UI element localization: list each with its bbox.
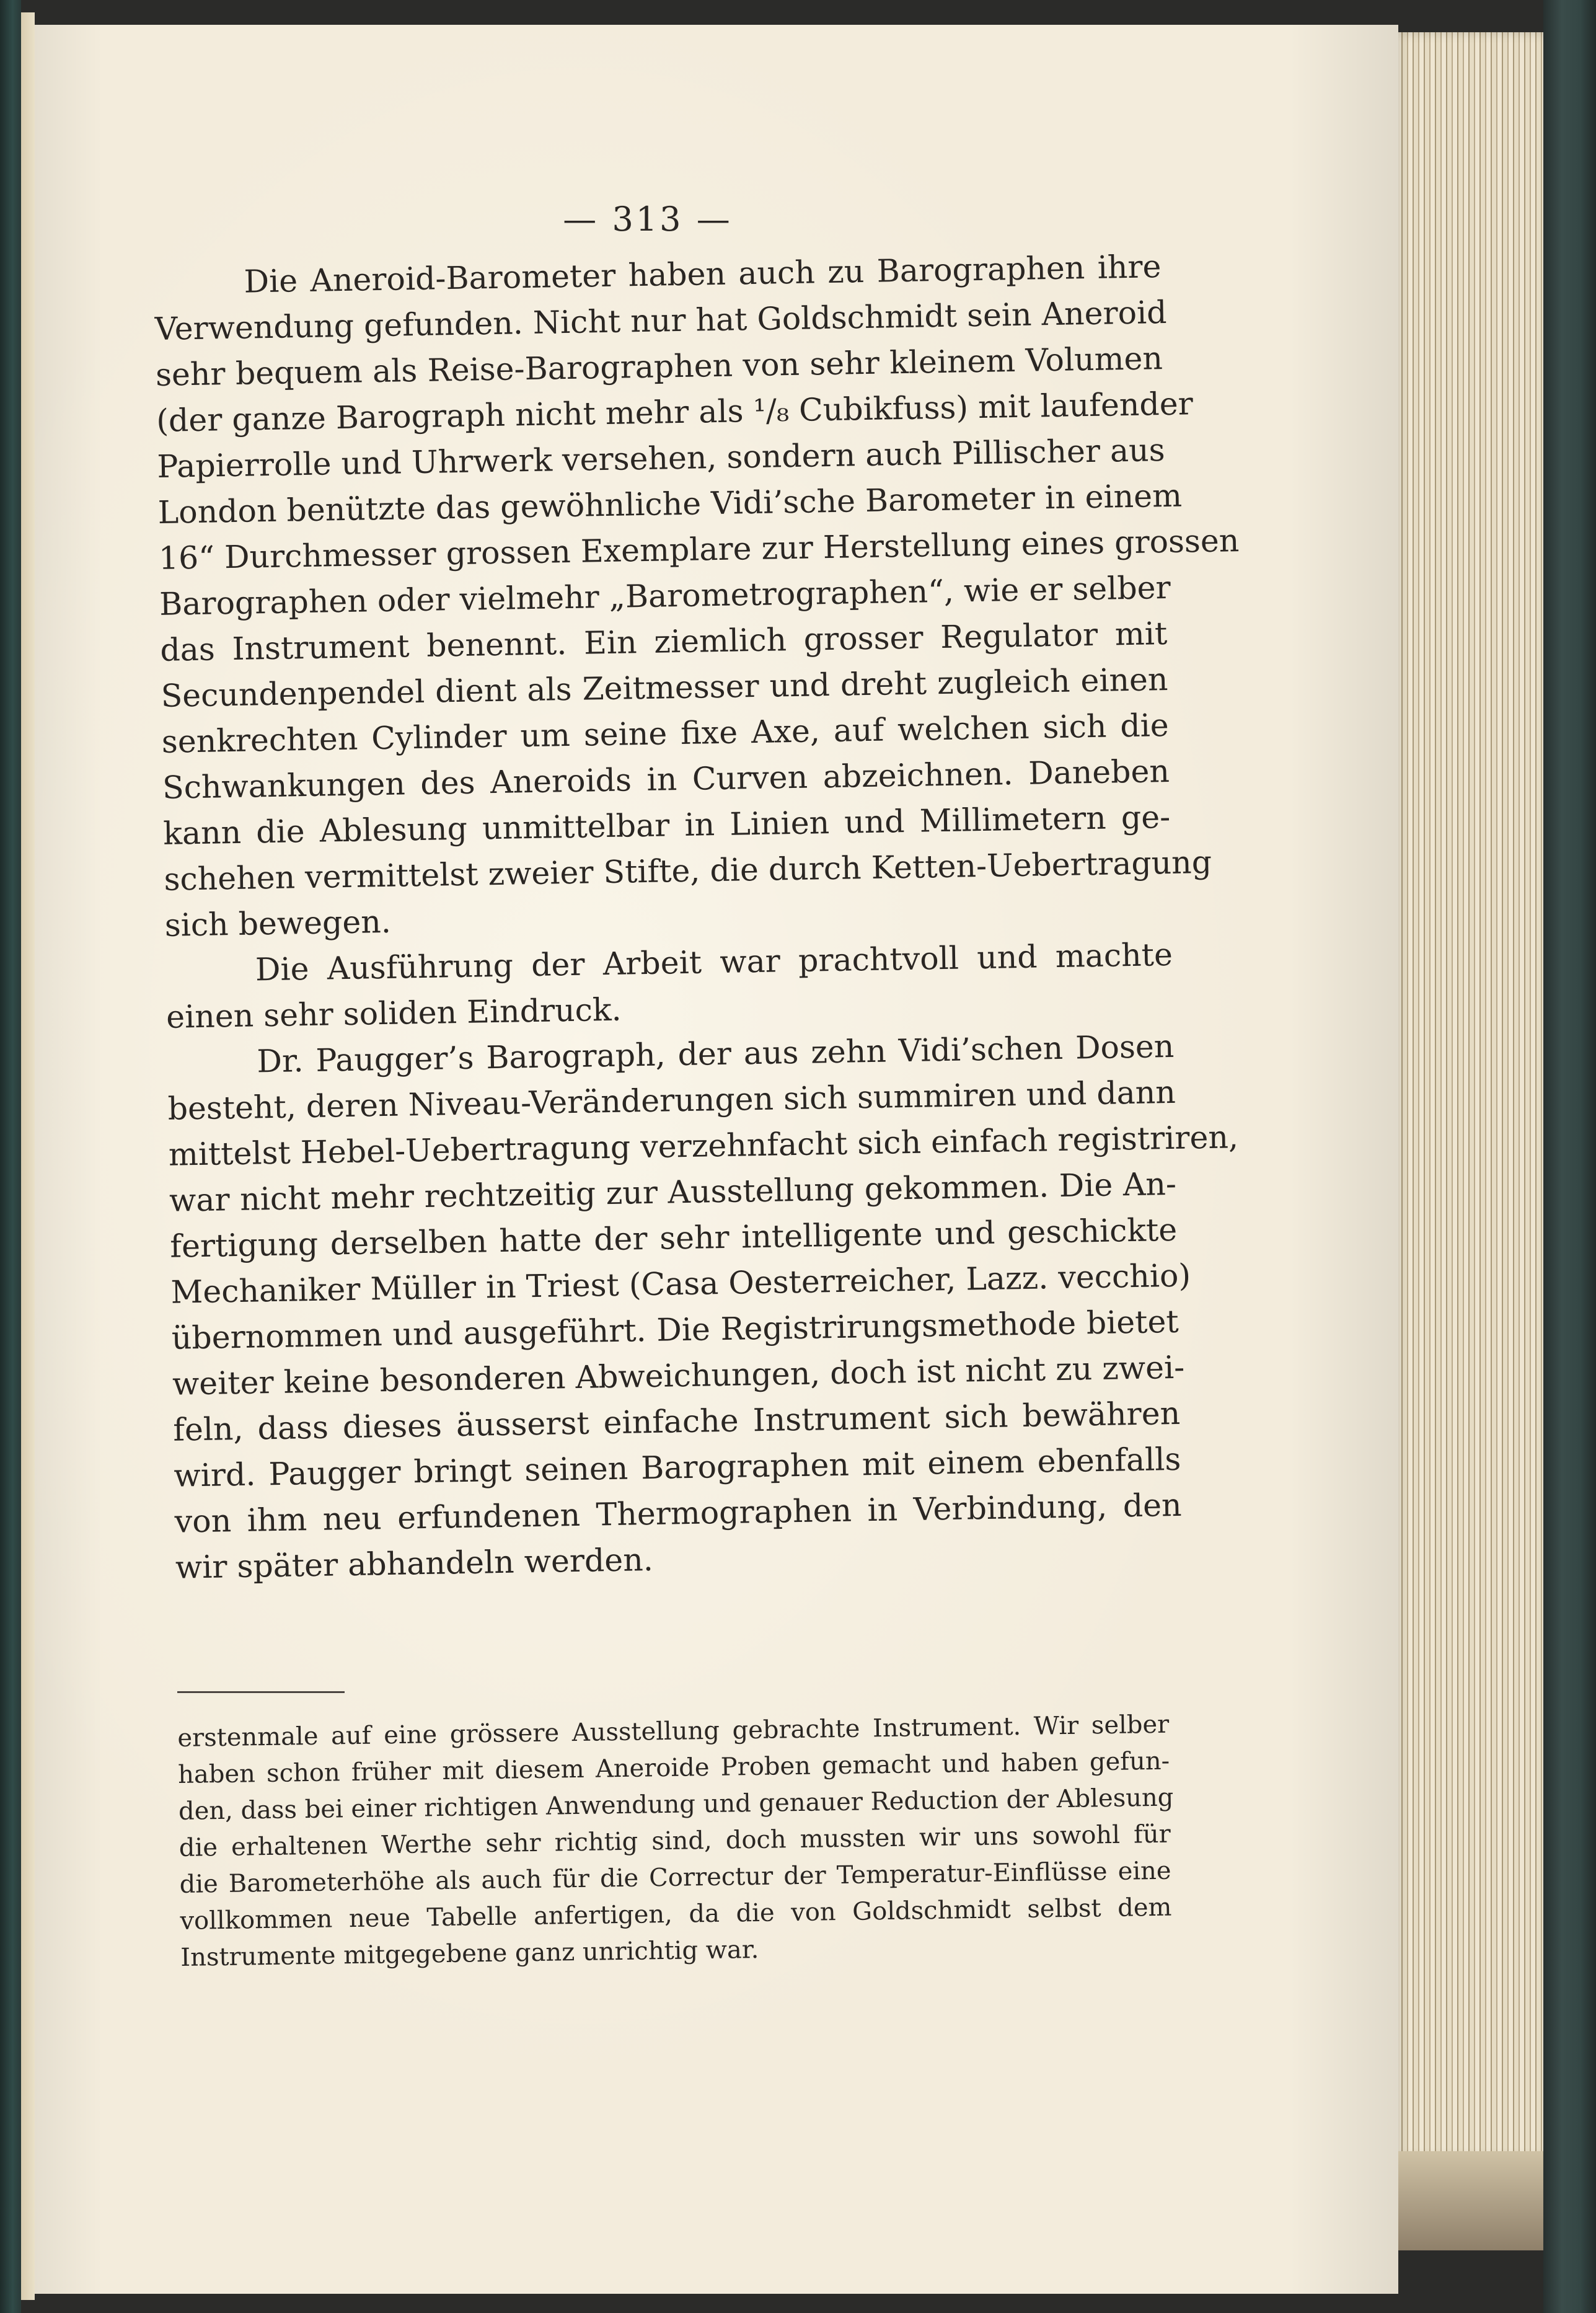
footnote-rule [177,1691,345,1693]
text-line: wir später abhandeln werden. [175,1541,654,1586]
text-line: 16“ Durchmesser grossen Exemplare zur Herstellung eines grossen [158,522,1240,577]
text-line: schehen vermittelst zweier Stifte, die durch Ketten-Uebertragung [164,843,1212,898]
text-line: wird. Paugger bringt seinen Barographen mit einem ebenfalls [174,1440,1181,1494]
text-line: übernommen und ausgeführt. Die Registrirungsmethode bietet [171,1302,1179,1356]
footnote-line: erstenmale auf eine grössere Ausstellung gebrachte Instrument. Wir selber [177,1710,1170,1753]
text-line: das Instrument benennt. Ein ziemlich grosser Regulator mit [159,614,1168,668]
text-line: war nicht mehr rechtzeitig zur Ausstellung gekommen. Die An- [169,1165,1177,1219]
text-line: fertigung derselben hatte der sehr intelligente und geschickte [169,1211,1178,1265]
text-line: kann die Ablesung unmittelbar in Linien und Millimetern ge- [162,798,1171,852]
text-line: von ihm neu erfundenen Thermographen in Verbindung, den [174,1486,1182,1540]
text-line: Dr. Paugger’s Barograph, der aus zehn Vidi’schen Dosen [256,1027,1175,1080]
footnote-line: den, dass bei einer richtigen Anwendung und genauer Reduction der Ablesung [178,1783,1174,1826]
footnote-line: Instrumente mitgegebene ganz unrichtig war. [180,1935,759,1972]
binding-left [0,0,21,2313]
paragraph-2 [165,932,1173,1040]
previous-page-edge [21,12,35,2300]
text-line: Die Ausführung der Arbeit war prachtvoll und machte [255,935,1173,988]
text-line: mittelst Hebel-Uebertragung verzehnfacht sich einfach registriren, [168,1118,1239,1173]
text-line: Verwendung gefunden. Nicht nur hat Goldschmidt sein Aneroid [154,293,1167,347]
page-stack-bottom [1388,2151,1543,2250]
page-stack-edge [1391,32,1543,2159]
text-line: besteht, deren Niveau-Veränderungen sich summiren und dann [167,1073,1176,1127]
text-line: Schwankungen des Aneroids in Curven abzeichnen. Daneben [162,752,1170,806]
text-line: Die Aneroid-Barometer haben auch zu Barographen ihre [244,248,1162,300]
text-line: weiter keine besonderen Abweichungen, doch ist nicht zu zwei- [172,1348,1185,1402]
text-line: sich bewegen. [164,903,392,944]
paragraph-3 [167,1024,1239,1591]
page-number: — 313 — [563,200,733,239]
text-line: senkrechten Cylinder um seine fixe Axe, auf welchen sich die [161,706,1170,760]
footnote-line: vollkommen neue Tabelle anfertigen, da die von Goldschmidt selbst dem [180,1893,1172,1935]
text-line: London benützte das gewöhnliche Vidi’sche Barometer in einem [157,477,1183,531]
text-line: (der ganze Barograph nicht mehr als ¹/₈ Cubikfuss) mit laufender [156,385,1194,439]
footnote-line: die Barometerhöhe als auch für die Correctur der Temperatur-Einflüsse eine [179,1856,1171,1899]
paragraph-1 [154,244,1240,949]
text-line: Barographen oder vielmehr „Barometrographen“, wie er selber [159,568,1171,622]
text-line: sehr bequem als Reise-Barographen von sehr kleinem Volumen [155,340,1163,393]
text-line: feln, dass dieses äusserst einfache Instrument sich bewähren [172,1394,1181,1448]
text-line: einen sehr soliden Eindruck. [165,991,622,1035]
body-text [154,244,1240,1591]
text-line: Mechaniker Müller in Triest (Casa Oesterreicher, Lazz. vecchio) [170,1257,1191,1311]
footnote-line: die erhaltenen Werthe sehr richtig sind, doch mussten wir uns sowohl für [179,1820,1171,1862]
book-cover-right [1543,0,1596,2313]
text-line: Papierrolle und Uhrwerk versehen, sondern auch Pillischer aus [157,431,1166,485]
footnote [177,1707,1173,1976]
footnote-line: haben schon früher mit diesem Aneroide Proben gemacht und haben gefun- [177,1746,1170,1789]
text-line: Secundenpendel dient als Zeitmesser und dreht zugleich einen [161,660,1168,714]
